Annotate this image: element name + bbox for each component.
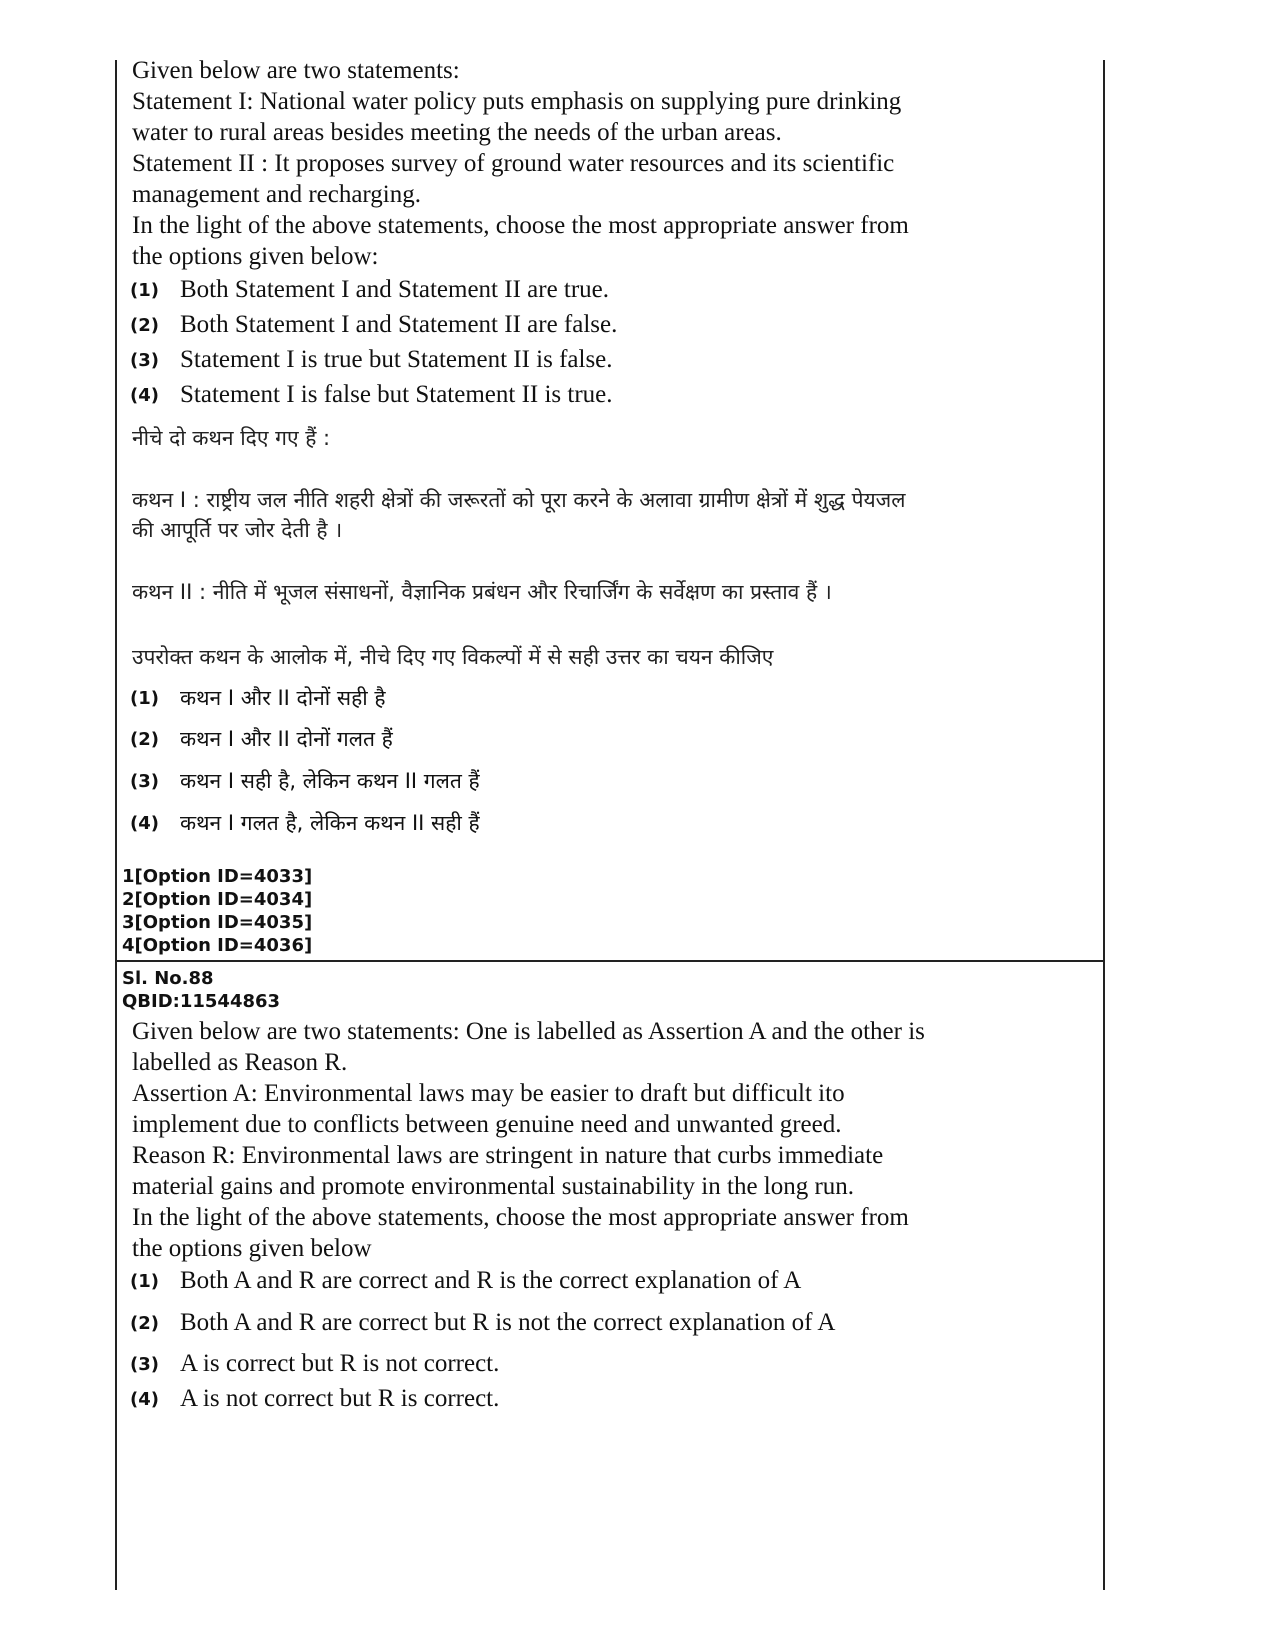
option-text: Both A and R are correct but R is not the correct explanation of A <box>180 1309 836 1336</box>
q88-line: Reason R: Environmental laws are stringent in nature that curbs immediate <box>132 1142 884 1169</box>
q87-hindi-option-4[interactable] <box>130 806 480 840</box>
q88-option-3[interactable] <box>130 1347 499 1381</box>
q87-hindi-statement-1: कथन I : राष्ट्रीय जल नीति शहरी क्षेत्रों की जरूरतों को पूरा करने के अलावा ग्रामीण क्षेत्रों में शुद्ध पेयजल <box>132 488 906 512</box>
option-id: 1[Option ID=4033] <box>122 866 313 887</box>
option-number: (3) <box>130 349 159 371</box>
q88-option-2[interactable] <box>130 1306 835 1340</box>
q87-line: In the light of the above statements, choose the most appropriate answer from <box>132 212 909 239</box>
q87-hindi-statement-2: कथन II : नीति में भूजल संसाधनों, वैज्ञानिक प्रबंधन और रिचार्जिंग के सर्वेक्षण का प्रस्ताव हैं । <box>132 580 832 604</box>
q88-stem <box>132 1016 1032 1264</box>
q88-header <box>122 967 280 1013</box>
q87-english-stem <box>132 55 1032 272</box>
q88-option-1[interactable] <box>130 1264 801 1298</box>
q87-hindi-option-2[interactable] <box>130 722 393 756</box>
q87-line: Statement I: National water policy puts emphasis on supplying pure drinking <box>132 88 902 115</box>
option-text: A is correct but R is not correct. <box>180 1350 500 1377</box>
option-number: (1) <box>130 1270 159 1292</box>
q87-line: water to rural areas besides meeting the needs of the urban areas. <box>132 119 782 146</box>
q87-option-3[interactable] <box>130 343 613 377</box>
option-text: कथन I गलत है, लेकिन कथन II सही हैं <box>180 811 480 835</box>
option-text: Both Statement I and Statement II are true. <box>180 276 610 303</box>
option-text: Both Statement I and Statement II are false. <box>180 311 618 338</box>
q87-hindi-instruction: उपरोक्त कथन के आलोक में, नीचे दिए गए विकल्पों में से सही उत्तर का चयन कीजिए <box>132 645 774 669</box>
q88-line: implement due to conflicts between genuine need and unwanted greed. <box>132 1111 842 1138</box>
q88-line: material gains and promote environmental sustainability in the long run. <box>132 1173 855 1200</box>
q87-hindi-statement-1-cont: की आपूर्ति पर जोर देती है । <box>132 518 343 542</box>
q87-hindi-option-1[interactable] <box>130 681 386 715</box>
option-number: (1) <box>130 687 159 709</box>
q87-line: Given below are two statements: <box>132 57 460 84</box>
option-number: (2) <box>130 728 159 750</box>
option-text: Statement I is true but Statement II is false. <box>180 346 613 373</box>
option-text: कथन I सही है, लेकिन कथन II गलत हैं <box>180 769 480 793</box>
option-id: 4[Option ID=4036] <box>122 935 313 956</box>
q87-option-2[interactable] <box>130 308 617 342</box>
option-id: 2[Option ID=4034] <box>122 889 313 910</box>
option-text: Both A and R are correct and R is the correct explanation of A <box>180 1267 802 1294</box>
option-text: Statement I is false but Statement II is true. <box>180 381 613 408</box>
q87-line: management and recharging. <box>132 181 422 208</box>
option-number: (3) <box>130 770 159 792</box>
q88-option-4[interactable] <box>130 1382 499 1416</box>
q88-line: In the light of the above statements, choose the most appropriate answer from <box>132 1204 909 1231</box>
option-text: कथन I और II दोनों सही है <box>180 686 386 710</box>
option-number: (4) <box>130 384 159 406</box>
row-divider <box>115 960 1105 962</box>
option-id: 3[Option ID=4035] <box>122 912 313 933</box>
q88-line: Given below are two statements: One is labelled as Assertion A and the other is <box>132 1018 925 1045</box>
q87-hindi-intro: नीचे दो कथन दिए गए हैं : <box>132 426 331 450</box>
q87-hindi-option-3[interactable] <box>130 764 480 798</box>
option-text: कथन I और II दोनों गलत हैं <box>180 727 393 751</box>
option-number: (4) <box>130 812 159 834</box>
option-text: A is not correct but R is correct. <box>180 1385 500 1412</box>
serial-number: Sl. No.88 <box>122 968 214 989</box>
q87-option-4[interactable] <box>130 378 613 412</box>
option-number: (2) <box>130 314 159 336</box>
option-number: (3) <box>130 1353 159 1375</box>
option-number: (2) <box>130 1312 159 1334</box>
question-bank-id: QBID:11544863 <box>122 991 281 1012</box>
q87-line: the options given below: <box>132 243 379 270</box>
q87-option-ids <box>122 865 312 957</box>
option-number: (4) <box>130 1388 159 1410</box>
q88-line: Assertion A: Environmental laws may be easier to draft but difficult ito <box>132 1080 845 1107</box>
q87-option-1[interactable] <box>130 273 609 307</box>
q88-line: labelled as Reason R. <box>132 1049 348 1076</box>
q87-line: Statement II : It proposes survey of ground water resources and its scientific <box>132 150 895 177</box>
q88-line: the options given below <box>132 1235 372 1262</box>
option-number: (1) <box>130 279 159 301</box>
